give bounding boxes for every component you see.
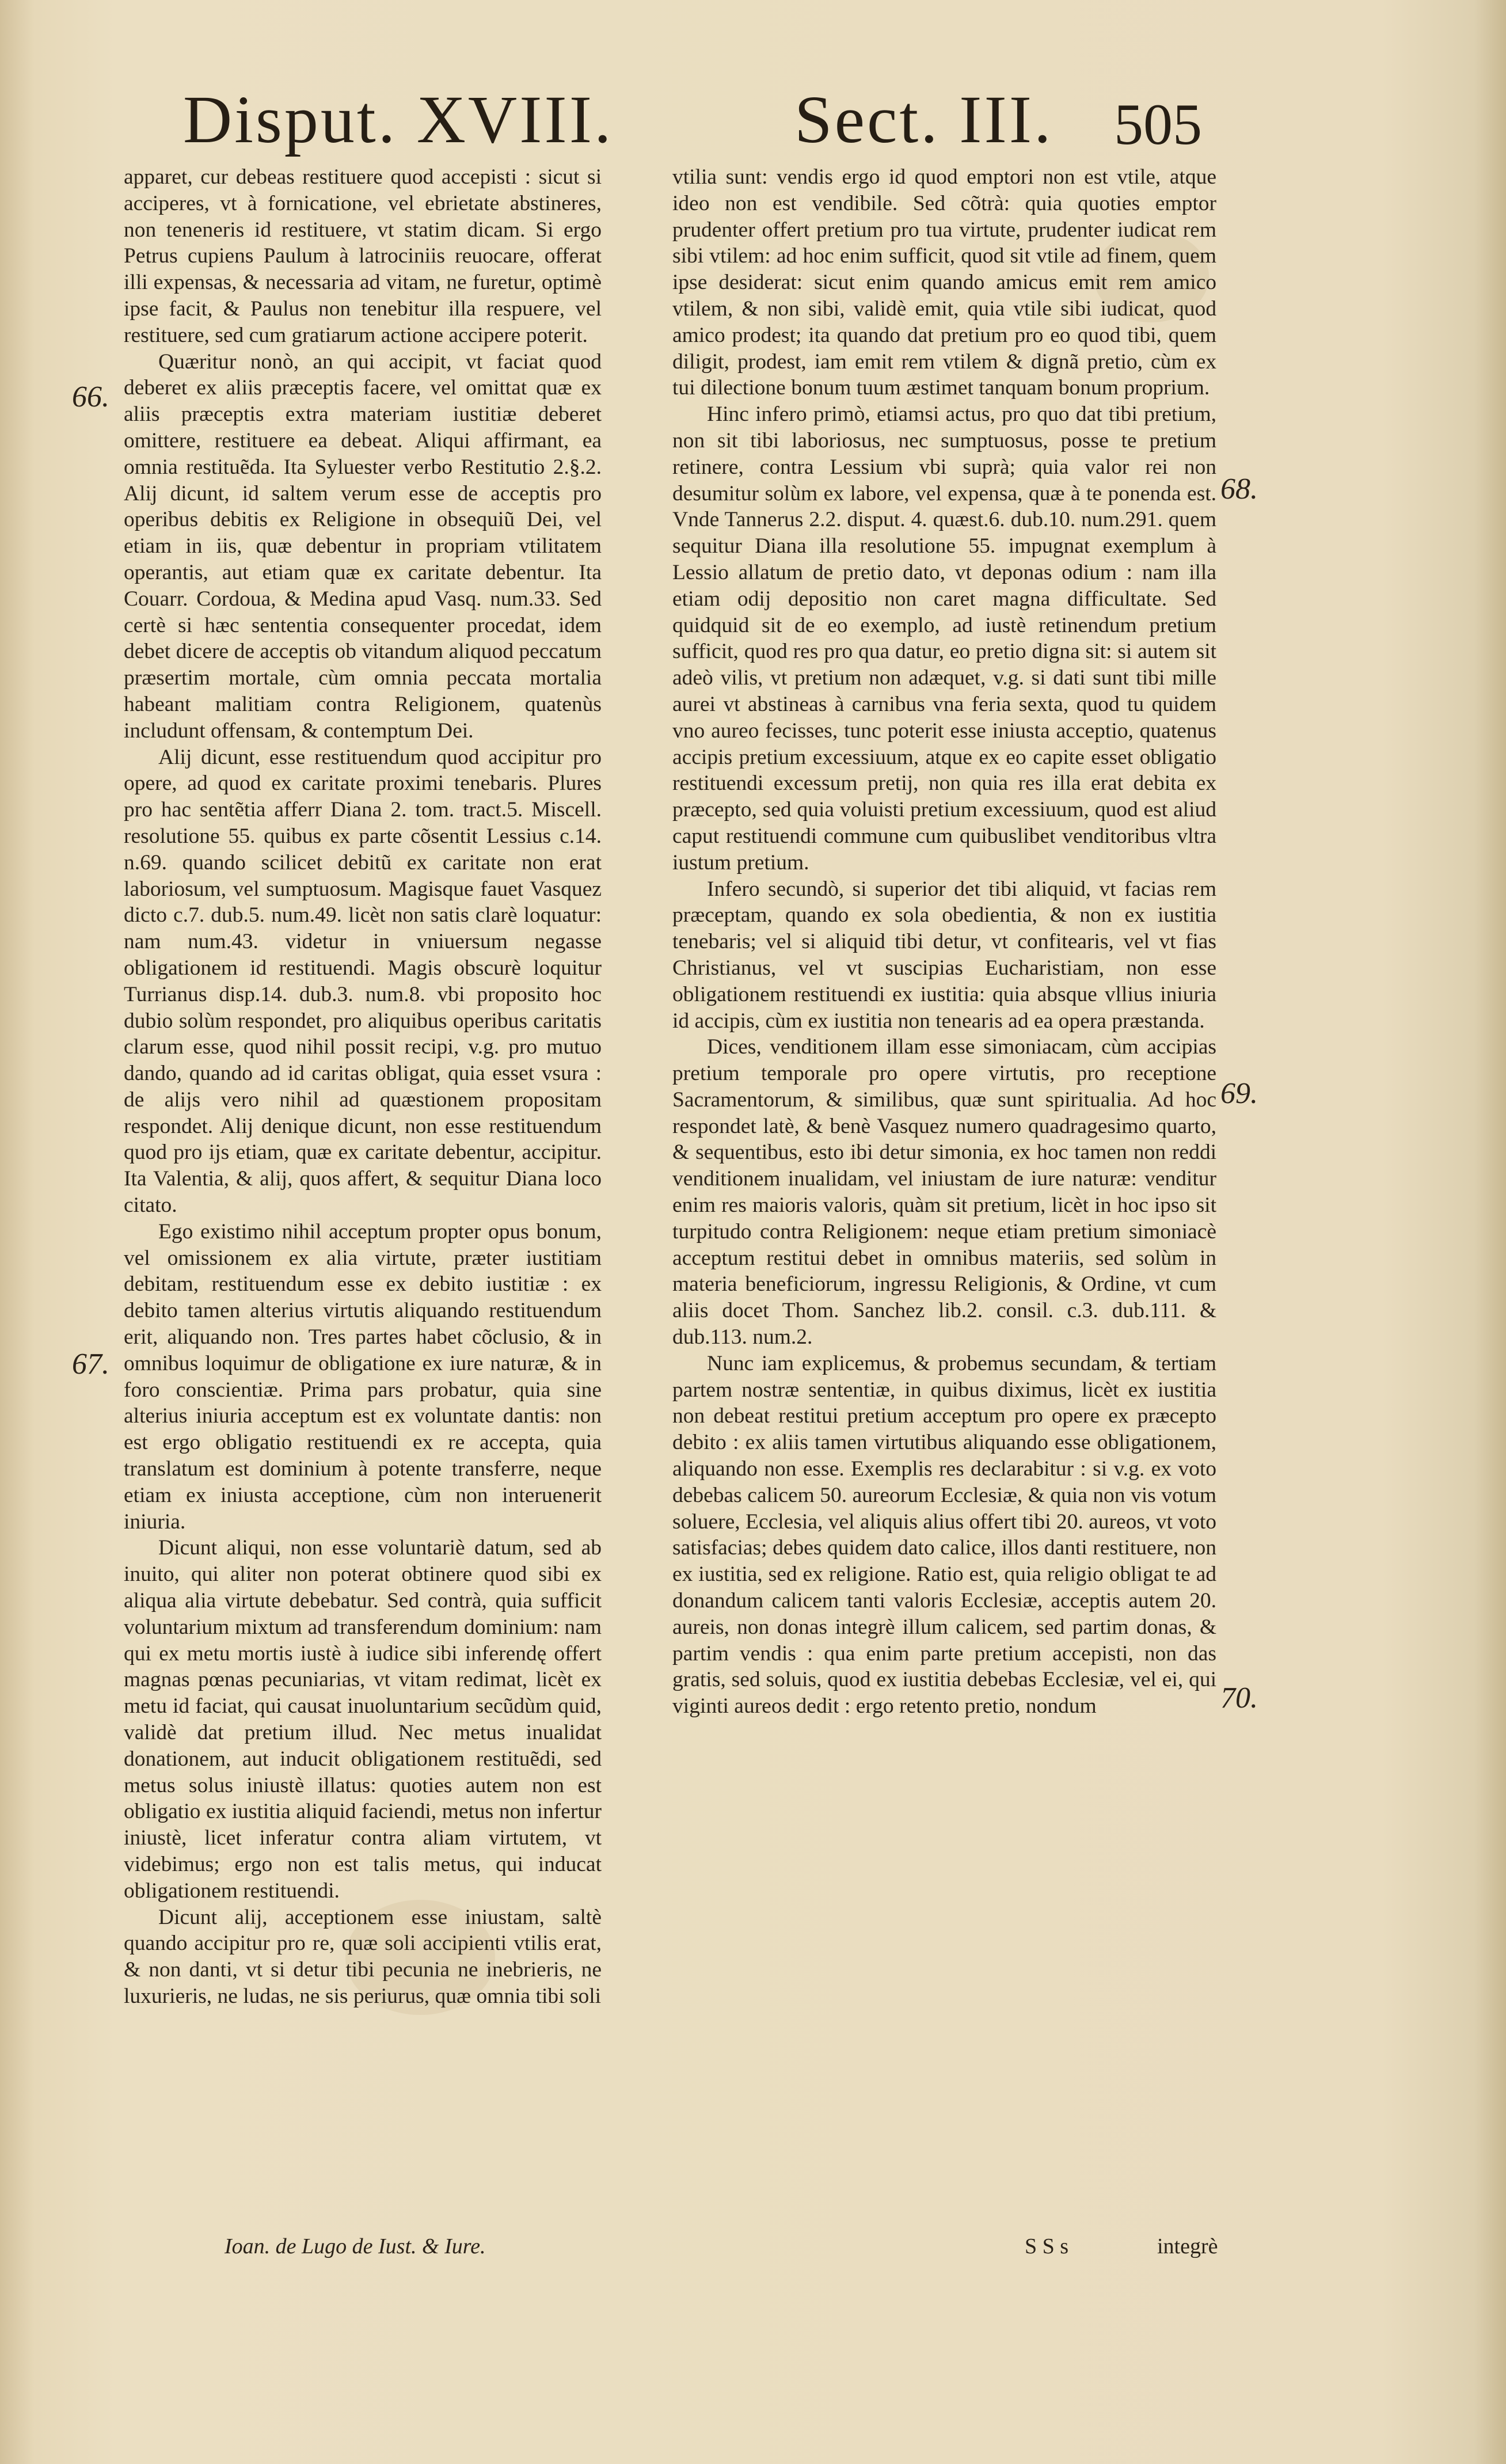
left-column — [124, 164, 602, 2010]
paragraph: Ego existimo nihil acceptum propter opus bonum, vel omissionem ex alia virtute, præter iustitiam debitam, restituendum esse ex debito iustitiæ : ex debito tamen alterius virtutis aliquando restituendum erit, aliquando non. Tres partes habet cõclusio, & in omnibus loquimur de obligatione ex iure naturæ, & in foro conscientiæ. Prima pars probatur, quia sine alterius iniuria acceptum est ex voluntate dantis: non est ergo obligatio restituendi ex re accepta, quia translatum est dominium à potente transferre, neque etiam ex iniusta acceptione, cùm non interuenerit iniuria. — [124, 1219, 602, 1534]
paragraph: Dicunt alij, acceptionem esse iniustam, saltè quando accipitur pro re, quæ soli accipienti vtilis erat, & non danti, vt si detur tibi pecunia ne inebrieris, ne luxurieris, ne ludas, ne sis periurus, quæ omnia tibi soli — [124, 1905, 602, 2008]
paragraph: Dices, venditionem illam esse simoniacam, cùm accipias pretium temporale pro opere virtutis, pro receptione Sacramentorum, & similibus, quæ sunt spiritualia. Ad hoc respondet latè, & benè Vasquez numero quadragesimo quarto, & sequentibus, esto ibi detur simonia, ex hoc tamen non reddi venditionem inualidam, vel iniustam de iure naturæ: venditur enim res maioris valoris, quàm sit pretium, licèt in hoc ipso sit turpitudo contra Religionem: neque etiam pretium simoniacè acceptum restitui debet in omnibus materiis, sed solùm in materia beneficiorum, ingressu Religionis, & Ordine, vt cum aliis docet Thom. Sanchez lib.2. consil. c.3. dub.111. & dub.113. num.2. — [672, 1035, 1216, 1349]
paragraph: Alij dicunt, esse restituendum quod accipitur pro opere, ad quod ex caritate proximi tenebaris. Plures pro hac sentẽtia afferr Diana 2. tom. tract.5. Miscell. resolutione 55. quibus ex parte cõsentit Lessius c.14. n.69. quando scilicet debitũ ex caritate non erat laboriosum, vel sumptuosum. Magisque fauet Vasquez dicto c.7. dub.5. num.49. licèt non satis clarè loquatur: nam num.43. videtur in vniuersum negasse obligationem id restituendi. Magis obscurè loquitur Turrianus disp.14. dub.3. num.8. vbi proposito hoc dubio solùm respondet, pro aliquibus operibus caritatis clarum esse, quod nihil possit recipi, v.g. pro mutuo dando, quando ad id caritas obligat, quia esset vsura : de alijs vero nihil ad quæstionem propositam respondet. Alij denique dicunt, non esse restituendum quod pro ijs etiam, quæ ex caritate debentur, accipitur. Ita Valentia, & alij, quos affert, & sequitur Diana loco citato. — [124, 745, 602, 1218]
paragraph: apparet, cur debeas restituere quod accepisti : sicut si acciperes, vt à fornicatione, vel ebrietate abstineres, non teneneris id restituere, vt statim dicam. Si ergo Petrus cupiens Paulum à latrociniis reuocare, offerat illi expensas, & necessaria ad vitam, ne furetur, optimè ipse facit, & Paulus non tenebitur illa respuere, vel restituere, sed cum gratiarum actione accipere poterit. — [124, 165, 602, 347]
signature-mark: S S s — [1025, 2234, 1069, 2258]
paragraph: vtilia sunt: vendis ergo id quod emptori non est vtile, atque ideo non est vendibile. Sed cõtrà: quia quoties emptor prudenter offert pretium pro tua virtute, prudenter iudicat rem sibi vtilem: ad hoc enim sufficit, quod sit vtile ad finem, quem ipse desiderat: sicut enim quando amicus emit rem amico vtilem, & non sibi, validè emit, quia vtile sibi iudicat, quod amico prodest; ita quando dat pretium pro eo quod tibi, quem diligit, prodest, iam emit rem vtilem & dignã pretio, cùm ex tui dilectione bonum tuum æstimet tanquam bonum proprium. — [672, 165, 1216, 400]
paragraph: Quæritur nonò, an qui accipit, vt faciat quod deberet ex aliis præceptis facere, vel omittat quæ ex aliis præceptis extra materiam iustitiæ deberet omittere, restituere ea debeat. Aliqui affirmant, ea omnia restituẽda. Ita Syluester verbo Restitutio 2.§.2. Alij dicunt, id saltem verum esse de acceptis pro operibus debitis ex Religione in obsequiũ Dei, vel etiam in iis, quæ debentur in propriam vtilitatem operantis, aut etiam quæ ex caritate debentur. Ita Couarr. Cordoua, & Medina apud Vasq. num.33. Sed certè si hæc sententia consequenter procedat, idem debet dicere de acceptis ob vitandum aliquod peccatum præsertim mortale, cùm omnia peccata mortalia habeant malitiam contra Religionem, quatenùs includunt offensam, & contemptum Dei. — [124, 349, 602, 743]
running-head-left: Disput. XVIII. — [183, 82, 614, 157]
margin-number-70: 70. — [1220, 1682, 1258, 1714]
margin-number-69: 69. — [1220, 1077, 1258, 1110]
margin-number-66: 66. — [72, 381, 109, 413]
paragraph: Dicunt aliqui, non esse voluntariè datum, sed ab inuito, qui aliter non poterat obtinere quod sibi ex aliqua alia virtute debebatur. Sed contrà, quia sufficit voluntarium mixtum ad transferendum dominium: nam qui ex metu mortis iustè à iudice sibi inferendę offert magnas pœnas pecuniarias, vt vitam redimat, licèt ex metu id faciat, qui causat inuoluntarium secũdùm quid, validè dat pretium illud. Nec metus inualidat donationem, aut inducit obligationem restituẽdi, sed metus solus iniustè illatus: quoties autem non est obligatio ex iustitia aliquid faciendi, metus non infertur iniustè, licet inferatur contra aliam virtutem, vt videbimus; ergo non est talis metus, qui inducat obligationem restituendi. — [124, 1536, 602, 1903]
paragraph: Nunc iam explicemus, & probemus secundam, & tertiam partem nostræ sententiæ, in quibus diximus, licèt ex iustitia non debeat restitui pretium acceptum pro opere ex præcepto debito : ex aliis tamen virtutibus aliquando esse obligationem, aliquando non esse. Exemplis res declarabitur : si v.g. ex voto debebas calicem 50. aureorum Ecclesiæ, & quia non vis votum soluere, Ecclesia, vel aliquis alius offert tibi 20. aureos, vt voto satisfacias; debes quidem dato calice, illos danti restituere, non ex iustitia, sed ex religione. Ratio est, quia religio obligat te ad donandum calicem tanti valoris Ecclesiæ, acceptis autem 20. aureis, non donas integrè illum calicem, sed partim donas, & partim vendis : qua enim parte pretium accepisti, non das gratis, sed soluis, quod ex iustitia debebas Ecclesiæ, vel ei, qui viginti aureos dedit : ergo retento pretio, nondum — [672, 1351, 1216, 1718]
right-column — [672, 164, 1216, 1720]
page-number: 505 — [1114, 92, 1202, 157]
paragraph: Infero secundò, si superior det tibi aliquid, vt facias rem præceptam, quando ex sola obedientia, & non ex iustitia tenebaris; vel si aliquid tibi detur, vt confitearis, vel vt fias Christianus, vel vt suscipias Eucharistiam, non esse obligationem restituendi ex iustitia: quia absque vllius iniuria id accipis, cùm ex iustitia non tenearis ad ea opera præstanda. — [672, 877, 1216, 1033]
margin-number-68: 68. — [1220, 473, 1258, 505]
running-head-section: Sect. III. — [794, 82, 1054, 157]
margin-number-67: 67. — [72, 1348, 109, 1381]
catchword: integrè — [1157, 2234, 1218, 2258]
paragraph: Hinc infero primò, etiamsi actus, pro quo dat tibi pretium, non sit tibi laboriosus, nec sumptuosus, posse te pretium retinere, contra Lessium vbi suprà; quia valor rei non desumitur solùm ex labore, vel expensa, quæ à te ponenda est. Vnde Tannerus 2.2. disput. 4. quæst.6. dub.10. num.291. quem sequitur Diana illa resolutione 55. impugnat exemplum à Lessio allatum de pretio dato, vt deponas odium : nam illa etiam odij depositio non caret magna difficultate. Sed quidquid sit de eo exemplo, ad iustè retinendum pretium sufficit, quod res pro qua datur, eo pretio digna sit: si autem sit adeò vilis, vt pretium non adæquet, v.g. si dati sunt tibi mille aurei vt abstineas à carnibus vna feria sexta, quod tu quidem vno aureo fecisses, tunc poterit esse iniusta acceptio, quatenus accipis pretium excessiuum, atque ex eo capite esset obligatio restituendi excessum pretij, non quia res illa erat debita ex præcepto, sed quia voluisti pretium excessiuum, quod est aliud caput restituendi commune cum quibuslibet venditoribus vltra iustum pretium. — [672, 402, 1216, 874]
footer-author: Ioan. de Lugo de Iust. & Iure. — [225, 2234, 486, 2258]
